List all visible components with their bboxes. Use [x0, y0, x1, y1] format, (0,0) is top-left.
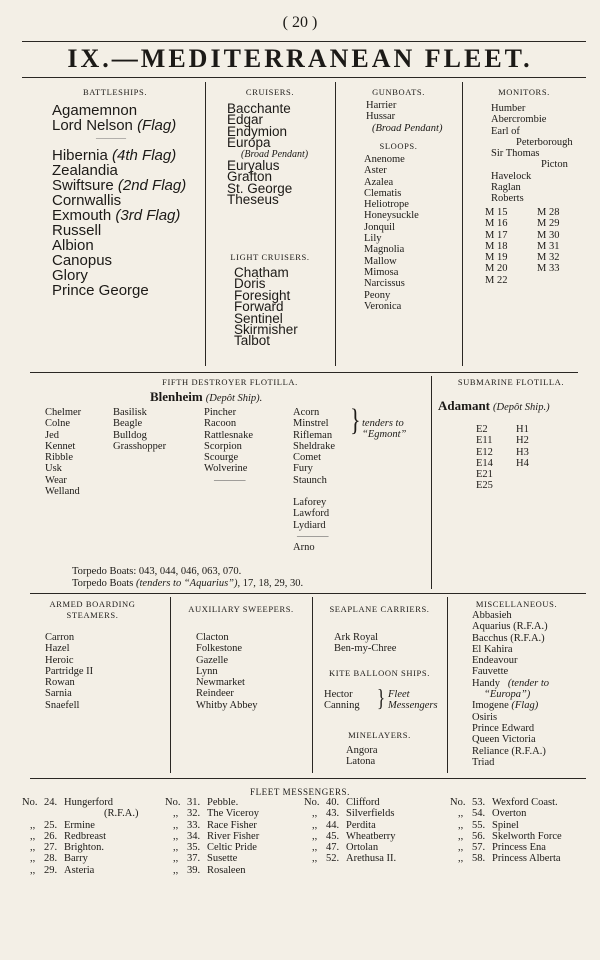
battleships-list-2	[52, 148, 186, 298]
list-item: Doris	[234, 276, 266, 292]
cruisers-list	[227, 103, 308, 206]
list-item: ,, 52. Arethusa II.	[312, 853, 397, 865]
list-item: H1	[516, 424, 529, 435]
list-item: Albion	[52, 237, 94, 254]
list-item: M 29	[537, 218, 560, 230]
list-item: Scourge	[204, 452, 239, 464]
submarines-col-2	[516, 424, 529, 469]
sweepers-list	[196, 632, 258, 711]
list-item: H3	[516, 446, 529, 458]
list-item: Edgar	[227, 112, 264, 128]
cruisers-heading: CRUISERS.	[245, 87, 295, 97]
list-item: Glory	[52, 267, 88, 284]
list-item: Abercrombie	[491, 114, 547, 126]
list-item: Kennet	[45, 440, 76, 452]
separator: ———	[214, 474, 246, 486]
list-item: Narcissus	[364, 278, 405, 290]
list-item: Imogene (Flag)	[472, 700, 539, 712]
list-item: Magnolia	[364, 244, 405, 256]
list-item: ,, 55. Spinel	[458, 819, 519, 831]
separator: ———	[96, 133, 126, 144]
list-item: Chatham	[234, 265, 289, 280]
list-item: M 15	[485, 207, 508, 218]
list-item: ,, 32. The Viceroy	[173, 808, 259, 820]
list-item: Europa	[227, 135, 271, 151]
list-item: Ark Royal	[334, 632, 379, 643]
list-item: St. George	[227, 180, 293, 196]
list-item: No. 24. Hungerford	[22, 797, 113, 808]
divider	[30, 372, 578, 373]
list-item: Earl of	[491, 125, 520, 137]
list-item: Forward	[234, 299, 284, 315]
list-item: Newmarket	[196, 677, 245, 689]
list-item: Raglan	[491, 182, 521, 194]
minelayers-heading: MINELAYERS.	[348, 730, 411, 740]
list-item: Abbasieh	[472, 610, 512, 621]
list-item: E21	[476, 469, 493, 481]
destroyers-heading: FIFTH DESTROYER FLOTILLA.	[162, 377, 298, 387]
sloops-heading: SLOOPS.	[379, 141, 418, 151]
list-item: Bulldog	[113, 429, 147, 441]
gunboats-list	[366, 100, 442, 134]
list-item: No. 31. Pebble.	[165, 797, 239, 808]
destroyers-col-4b	[293, 497, 329, 553]
page-number: ( 20 )	[282, 14, 318, 31]
list-item: Sarnia	[45, 688, 72, 700]
list-item: ,, 26. Redbreast	[30, 830, 106, 842]
list-item: Grasshopper	[113, 440, 167, 452]
list-item: Basilisk	[113, 407, 147, 418]
list-item: “Europa”)	[484, 689, 531, 701]
list-item: ,, 43. Silverfields	[312, 808, 395, 820]
list-item: E2	[476, 424, 488, 435]
divider	[205, 82, 206, 366]
list-item: Folkestone	[196, 643, 243, 655]
list-item: Roberts	[491, 193, 524, 205]
destroyers-col-1	[45, 407, 81, 497]
list-item: ,, 27. Brighton.	[30, 842, 104, 854]
list-item: Ben-my-Chree	[334, 643, 397, 655]
armed-boarding-heading: ARMED BOARDING STEAMERS.	[49, 599, 136, 620]
monitors-list	[491, 103, 573, 205]
list-item: M 28	[537, 207, 560, 218]
list-item: Aster	[364, 165, 387, 177]
list-item: Partridge II	[45, 665, 94, 677]
list-item: Harrier	[366, 100, 397, 111]
divider	[447, 597, 448, 773]
sweepers-heading: AUXILIARY SWEEPERS.	[188, 604, 294, 614]
list-item: Osiris	[472, 711, 498, 723]
monitors-m-col-1	[485, 207, 507, 286]
list-item: ,, 45. Wheatberry	[312, 830, 396, 842]
gunboats-heading: GUNBOATS.	[372, 87, 425, 97]
list-item: Russell	[52, 222, 102, 239]
list-item: Grafton	[227, 169, 273, 185]
sloops-list	[364, 154, 419, 312]
list-item: Staunch	[293, 474, 327, 486]
monitors-heading: MONITORS.	[498, 87, 550, 97]
list-item: (Broad Pendant)	[241, 148, 309, 160]
list-item: Aquarius (R.F.A.)	[472, 621, 548, 633]
list-item: Wear	[45, 474, 67, 486]
list-item: Sir Thomas	[491, 148, 540, 160]
list-item: Agamemnon	[52, 102, 138, 119]
kite-balloon-list	[324, 689, 360, 712]
list-item: ,, 35. Celtic Pride	[173, 842, 257, 854]
destroyers-col-3	[204, 407, 253, 486]
destroyers-col-4	[293, 407, 335, 486]
torpedo-boats-line-1: Torpedo Boats: 043, 044, 046, 063, 070.	[72, 566, 242, 577]
divider	[22, 77, 586, 78]
tenders-note: tenders to “Egmont”	[362, 418, 407, 441]
list-item: Sentinel	[234, 310, 283, 326]
seaplane-heading: SEAPLANE CARRIERS.	[329, 604, 430, 614]
list-item: Reindeer	[196, 688, 234, 700]
list-item: Pincher	[204, 407, 237, 418]
list-item: Exmouth (3rd Flag)	[52, 207, 181, 224]
list-item: Azalea	[364, 176, 394, 188]
brace-icon: }	[377, 685, 386, 712]
list-item: M 19	[485, 252, 508, 264]
list-item: Handy (tender to	[472, 677, 549, 689]
fleet-messengers-col-2	[165, 797, 259, 876]
list-item: ,, 28. Barry	[30, 853, 88, 865]
list-item: Foresight	[234, 287, 291, 303]
list-item: Usk	[45, 463, 62, 475]
list-item: Sheldrake	[293, 440, 335, 452]
fleet-messengers-col-4	[450, 797, 562, 865]
divider	[312, 597, 313, 773]
list-item: Swiftsure (2nd Flag)	[52, 177, 187, 194]
list-item: Skirmisher	[234, 322, 298, 338]
list-item: Lydiard	[293, 519, 326, 531]
list-item: Chelmer	[45, 407, 82, 418]
list-item: El Kahira	[472, 643, 513, 655]
list-item: M 32	[537, 252, 560, 264]
list-item: ,, 57. Princess Ena	[458, 842, 546, 854]
fleet-messengers-col-3	[304, 797, 396, 865]
list-item: Wolverine	[204, 463, 248, 475]
list-item: Comet	[293, 452, 321, 464]
destroyers-depot: Blenheim (Depôt Ship).	[150, 389, 263, 404]
torpedo-boats-line-2: Torpedo Boats (tenders to “Aquarius”), 17, 18, 29, 30.	[72, 578, 304, 589]
list-item: Reliance (R.F.A.)	[472, 745, 546, 757]
list-item: ,, 58. Princess Alberta	[458, 853, 561, 865]
armed-boarding-list	[45, 632, 93, 711]
submarines-heading: SUBMARINE FLOTILLA.	[457, 377, 565, 387]
list-item: ,, 54. Overton	[458, 808, 527, 820]
destroyers-col-2	[113, 407, 166, 452]
separator: ———	[297, 530, 329, 542]
list-item: M 31	[537, 240, 560, 252]
divider	[30, 593, 586, 594]
list-item: Zealandia	[52, 162, 118, 179]
list-item: Lawford	[293, 508, 330, 520]
list-item: ,, 56. Skelworth Force	[458, 830, 562, 842]
list-item: Arno	[293, 542, 315, 554]
divider	[462, 82, 463, 366]
list-item: Humber	[491, 103, 526, 114]
list-item: Lily	[364, 233, 382, 245]
list-item: Snaefell	[45, 699, 80, 711]
brace-icon: }	[350, 401, 361, 437]
list-item: Peterborough	[516, 136, 573, 148]
list-item: Heroic	[45, 654, 74, 666]
light-cruisers-list	[234, 267, 298, 347]
list-item: No. 40. Clifford	[304, 797, 380, 808]
list-item: ,, 39. Rosaleen	[173, 864, 246, 876]
list-item: Triad	[472, 756, 495, 768]
list-item: ,, 47. Ortolan	[312, 842, 379, 854]
list-item: Latona	[346, 756, 376, 768]
list-item: Endymion	[227, 123, 288, 139]
list-item: Hibernia (4th Flag)	[52, 147, 177, 164]
list-item: Prince Edward	[472, 722, 535, 734]
list-item: Veronica	[364, 300, 402, 312]
list-item: Talbot	[234, 333, 271, 349]
list-item: Rifleman	[293, 429, 333, 441]
list-item: Hazel	[45, 643, 70, 655]
list-item: Anenome	[364, 154, 405, 165]
list-item: Rattlesnake	[204, 429, 253, 441]
list-item: Ribble	[45, 452, 73, 464]
list-item: ,, 34. River Fisher	[173, 830, 260, 842]
submarines-col-1	[476, 424, 493, 492]
list-item: Bacchante	[227, 101, 291, 116]
monitors-m-col-2	[537, 207, 559, 275]
divider	[431, 376, 432, 589]
fleet-messengers-note: Fleet Messengers	[388, 689, 438, 712]
fleet-messengers-heading: FLEET MESSENGERS.	[249, 787, 351, 797]
list-item: E14	[476, 457, 493, 469]
list-item: H4	[516, 457, 529, 469]
list-item: Clematis	[364, 187, 402, 199]
list-item: Prince George	[52, 282, 149, 299]
list-item: M 20	[485, 263, 508, 275]
list-item: Hussar	[366, 111, 396, 123]
divider	[30, 778, 586, 779]
list-item: Rowan	[45, 677, 75, 689]
list-item: E12	[476, 446, 493, 458]
list-item: Mimosa	[364, 266, 399, 278]
list-item: Whitby Abbey	[196, 699, 258, 711]
list-item: Euryalus	[227, 158, 280, 174]
list-item: M 30	[537, 229, 560, 241]
list-item: Fury	[293, 463, 313, 475]
list-item: Queen Victoria	[472, 734, 536, 746]
list-item: Beagle	[113, 418, 143, 430]
list-item: Colne	[45, 418, 71, 430]
list-item: Honeysuckle	[364, 210, 419, 222]
fleet-messengers-col-1	[22, 797, 138, 876]
light-cruisers-heading: LIGHT CRUISERS.	[230, 252, 310, 262]
list-item: Jonquil	[364, 221, 395, 233]
list-item: Lord Nelson (Flag)	[52, 117, 177, 134]
battleships-list-1	[52, 103, 176, 133]
list-item: Angora	[346, 745, 378, 756]
list-item: Gazelle	[196, 654, 229, 666]
list-item: ,, 37. Susette	[173, 853, 238, 865]
list-item: Clacton	[196, 632, 229, 643]
divider	[335, 82, 336, 366]
list-item: No. 53. Wexford Coast.	[450, 797, 558, 808]
list-item: Laforey	[293, 497, 327, 508]
battleships-heading: BATTLESHIPS.	[82, 87, 148, 97]
list-item: ,, 29. Asteria	[30, 864, 95, 876]
list-item: Canopus	[52, 252, 113, 269]
list-item: ,, 33. Race Fisher	[173, 819, 257, 831]
list-item: Endeavour	[472, 655, 518, 667]
list-item: Welland	[45, 486, 80, 498]
list-item: Mallow	[364, 255, 397, 267]
list-item: (Broad Pendant)	[372, 122, 443, 134]
list-item: Lynn	[196, 665, 218, 677]
list-item: (R.F.A.)	[104, 808, 139, 820]
list-item: Heliotrope	[364, 199, 409, 211]
list-item: ,, 25. Ermine	[30, 819, 95, 831]
list-item: M 17	[485, 229, 508, 241]
divider	[170, 597, 171, 773]
list-item: Peony	[364, 289, 391, 301]
list-item: Havelock	[491, 170, 532, 182]
divider	[22, 41, 586, 42]
misc-heading: MISCELLANEOUS.	[475, 599, 558, 609]
submarines-depot: Adamant (Depôt Ship.)	[438, 398, 550, 413]
list-item: Canning	[324, 700, 360, 712]
list-item: E25	[476, 480, 493, 492]
list-item: Fauvette	[472, 666, 509, 678]
list-item: Racoon	[204, 418, 237, 430]
list-item: Jed	[45, 429, 59, 441]
minelayers-list	[346, 745, 378, 768]
list-item: M 33	[537, 263, 560, 275]
misc-list	[472, 610, 549, 768]
list-item: Minstrel	[293, 418, 329, 430]
seaplane-list	[334, 632, 396, 655]
list-item: Acorn	[293, 407, 320, 418]
list-item: Hector	[324, 689, 353, 700]
list-item: M 18	[485, 240, 508, 252]
kite-balloon-heading: KITE BALLOON SHIPS.	[329, 668, 430, 678]
list-item: E11	[476, 435, 493, 447]
page-title: IX.—MEDITERRANEAN FLEET.	[67, 44, 533, 73]
list-item: Carron	[45, 632, 75, 643]
list-item: M 22	[485, 274, 508, 286]
list-item: Scorpion	[204, 440, 242, 452]
list-item: H2	[516, 435, 529, 447]
list-item: Theseus	[227, 192, 279, 208]
list-item: Bacchus (R.F.A.)	[472, 632, 545, 644]
list-item: ,, 44. Perdita	[312, 819, 376, 831]
list-item: M 16	[485, 218, 508, 230]
list-item: Picton	[541, 159, 568, 171]
list-item: Cornwallis	[52, 192, 122, 209]
